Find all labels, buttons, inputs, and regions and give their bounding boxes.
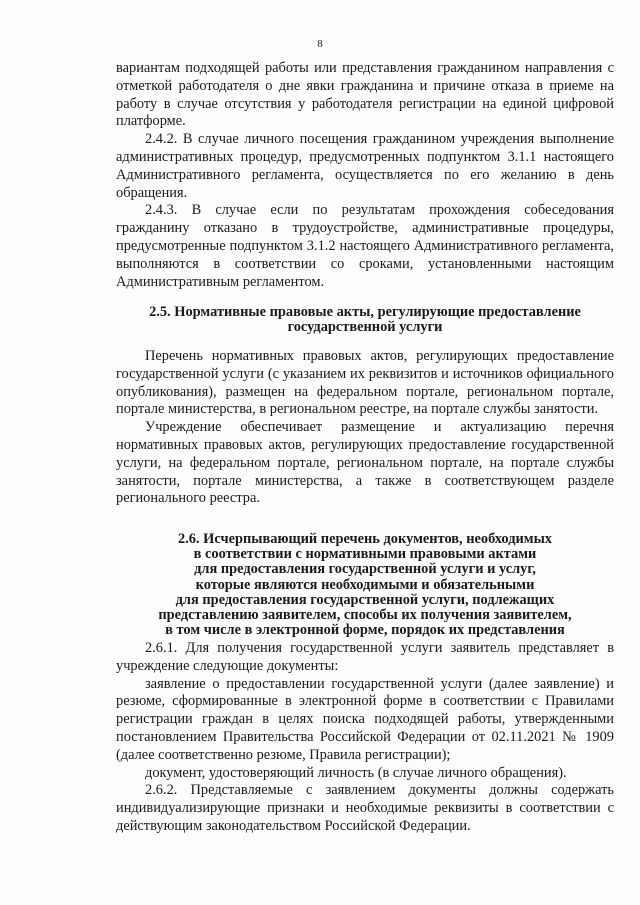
heading-line: для предоставления государственной услуги, подлежащих bbox=[175, 591, 555, 608]
paragraph-application-resume: заявление о предоставлении государственной услуги (далее заявление) и резюме, сформированные в электронной форме в соответствии с Правилами регистрации граждан в целях поиска подходящей работы, утвержденными постановлением Правительства Российской Федерации от 02.11.2021 № 1909 (далее соответственно резюме, Правила регистрации); bbox=[116, 675, 614, 763]
heading-section-2-6 bbox=[116, 532, 614, 638]
page-number: 8 bbox=[317, 38, 323, 50]
paragraph-identity-document: документ, удостоверяющий личность (в случае личного обращения). bbox=[145, 764, 567, 781]
heading-line: которые являются необходимыми и обязательными bbox=[195, 576, 535, 593]
section-2-6-body bbox=[116, 640, 614, 836]
paragraph-continuation: вариантам подходящей работы или представления гражданином направления с отметкой работодателя о дне явки гражданина и причине отказа в приеме на работу в случае отсутствия у работодателя регистрации на единой цифровой платформе. bbox=[116, 60, 614, 130]
heading-line: 2.5. Нормативные правовые акты, регулирующие предоставление bbox=[149, 304, 581, 320]
paragraph-2-5-list: Перечень нормативных правовых актов, регулирующих предоставление государственной услуги (с указанием их реквизитов и источников официального опубликования), размещен на федеральном портале, региональном портале, портале министерства, в региональном реестре, на портале службы занятости. bbox=[116, 348, 614, 418]
heading-line: в том числе в электронной форме, порядок их представления bbox=[165, 622, 565, 639]
paragraph-2-6-1: 2.6.1. Для получения государственной услуги заявитель представляет в учреждение следующие документы: bbox=[116, 640, 614, 674]
section-2-4-continuation bbox=[116, 60, 614, 291]
heading-line: для предоставления государственной услуги и услуг, bbox=[194, 561, 536, 578]
paragraph-2-6-2: 2.6.2. Представляемые с заявлением документы должны содержать индивидуализирующие признаки и необходимые реквизиты в соответствии с действующим законодательством Российской Федерации. bbox=[116, 782, 614, 834]
paragraph-2-5-publication: Учреждение обеспечивает размещение и актуализацию перечня нормативных правовых актов, регулирующих предоставление государственной услуги, на федеральном портале, региональном портале, на портале службы занятости, портале министерства, а также в соответствующем разделе регионального реестра. bbox=[116, 419, 614, 507]
heading-section-2-5 bbox=[116, 305, 614, 335]
heading-line: представлению заявителем, способы их получения заявителем, bbox=[158, 607, 572, 624]
paragraph-2-4-3: 2.4.3. В случае если по результатам прохождения собеседования гражданину отказано в трудоустройстве, административные процедуры, предусмотренные подпунктом 3.1.2 настоящего Административного регламента, выполняются в соответствии со сроками, установленными настоящим Административным регламентом. bbox=[116, 202, 614, 290]
heading-line: государственной услуги bbox=[287, 319, 443, 336]
heading-line: в соответствии с нормативными правовыми актами bbox=[193, 546, 537, 563]
section-2-5-body bbox=[116, 348, 614, 508]
paragraph-2-4-2: 2.4.2. В случае личного посещения гражданином учреждения выполнение административных процедур, предусмотренных подпунктом 3.1.1 настоящего Административного регламента, осуществляется по его желанию в день обращения. bbox=[116, 131, 614, 201]
heading-line: 2.6. Исчерпывающий перечень документов, необходимых bbox=[178, 531, 552, 547]
